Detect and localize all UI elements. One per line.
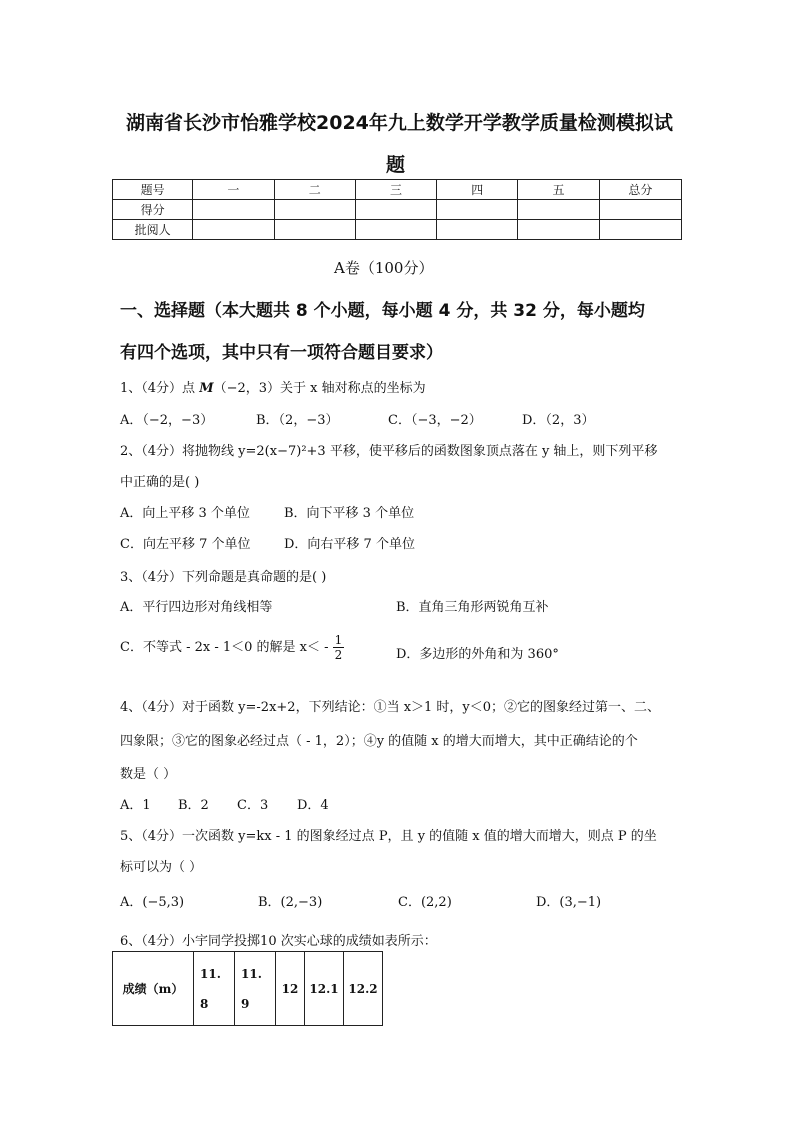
- results-table-cell: [194, 952, 235, 1026]
- results-table: [112, 951, 383, 1026]
- option-c-text: C．不等式 - 2x - 1＜0 的解是 x＜ -: [120, 640, 329, 655]
- volume-heading: A卷（100分）: [334, 259, 434, 277]
- score-cell[interactable]: [599, 200, 681, 220]
- option-b[interactable]: B．2: [178, 798, 209, 813]
- question-4-continued: 四象限；③它的图象必经过点（ - 1，2）；④y 的值随 x 的增大而增大，其中正确结论的个: [120, 734, 638, 749]
- option-a[interactable]: A．（−2，−3）: [120, 413, 214, 428]
- score-cell[interactable]: [274, 220, 355, 240]
- question-1-prefix: 1、（4分）点: [120, 381, 200, 396]
- option-d[interactable]: D．4: [297, 798, 329, 813]
- score-header-cell: 三: [355, 180, 436, 200]
- score-cell[interactable]: [518, 200, 599, 220]
- score-header-cell: 题号: [113, 180, 193, 200]
- results-table-cell: 12.2: [344, 952, 383, 1026]
- score-cell[interactable]: [355, 200, 436, 220]
- score-cell[interactable]: [355, 220, 436, 240]
- score-cell[interactable]: [599, 220, 681, 240]
- fraction: [333, 633, 345, 662]
- option-c[interactable]: C．3: [237, 798, 269, 813]
- question-1-body: （−2，3）关于 x 轴对称点的坐标为: [213, 381, 426, 396]
- question-4-continued: 数是（ ）: [120, 767, 177, 782]
- option-c[interactable]: C．（−3，−2）: [388, 413, 482, 428]
- results-table-cell: [235, 952, 276, 1026]
- results-table-label: 成绩（m）: [113, 952, 194, 1026]
- page-title-continued: 题: [386, 154, 406, 176]
- section-heading-continued: 有四个选项，其中只有一项符合题目要求）: [120, 343, 443, 363]
- question-4: 4、（4分）对于函数 y=-2x+2，下列结论：①当 x＞1 时，y＜0；②它的图象经过第一、二、: [120, 700, 661, 715]
- fraction-denominator: 2: [334, 648, 343, 662]
- results-table-cell: 12: [276, 952, 305, 1026]
- score-header-cell: 四: [437, 180, 518, 200]
- option-b[interactable]: B．向下平移 3 个单位: [284, 506, 415, 521]
- option-c[interactable]: C．(2,2): [398, 895, 452, 910]
- question-5-continued: 标可以为（ ）: [120, 860, 203, 875]
- option-b[interactable]: B．(2,−3): [258, 895, 323, 910]
- question-3: 3、（4分）下列命题是真命题的是( ): [120, 570, 327, 585]
- score-header-cell: 总分: [599, 180, 681, 200]
- score-cell[interactable]: [193, 200, 274, 220]
- results-value: 9: [241, 996, 250, 1011]
- option-d[interactable]: D．（2，3）: [522, 413, 595, 428]
- question-2: 2、（4分）将抛物线 y=2(x−7)²+3 平移，使平移后的函数图象顶点落在 y 轴上，则下列平移: [120, 444, 658, 459]
- question-1-var: M: [199, 381, 214, 396]
- score-row-label: 批阅人: [113, 220, 193, 240]
- score-cell[interactable]: [518, 220, 599, 240]
- question-5: 5、（4分）一次函数 y=kx - 1 的图象经过点 P，且 y 的值随 x 值的增大而增大，则点 P 的坐: [120, 829, 657, 844]
- results-value: 8: [200, 996, 209, 1011]
- option-a[interactable]: A．平行四边形对角线相等: [120, 600, 273, 615]
- option-a[interactable]: A．(−5,3): [120, 895, 185, 910]
- question-1: [120, 377, 426, 396]
- option-a[interactable]: A．向上平移 3 个单位: [120, 506, 250, 521]
- results-value: 11.: [200, 966, 221, 981]
- score-cell[interactable]: [193, 220, 274, 240]
- option-d[interactable]: D．(3,−1): [536, 895, 602, 910]
- option-c[interactable]: [120, 633, 344, 662]
- option-b[interactable]: B．（2，−3）: [256, 413, 339, 428]
- score-row-label: 得分: [113, 200, 193, 220]
- results-table-cell: 12.1: [305, 952, 344, 1026]
- score-cell[interactable]: [437, 220, 518, 240]
- score-table: [112, 179, 682, 240]
- option-d[interactable]: D．多边形的外角和为 360°: [396, 647, 559, 662]
- fraction-numerator: 1: [334, 633, 343, 647]
- question-6: 6、（4分）小宇同学投掷10 次实心球的成绩如表所示：: [120, 934, 437, 949]
- score-cell[interactable]: [274, 200, 355, 220]
- score-cell[interactable]: [437, 200, 518, 220]
- page-title: 湖南省长沙市怡雅学校2024年九上数学开学教学质量检测模拟试: [126, 112, 673, 134]
- question-2-continued: 中正确的是( ): [120, 475, 200, 490]
- score-header-cell: 五: [518, 180, 599, 200]
- score-header-cell: 一: [193, 180, 274, 200]
- results-value: 11.: [241, 966, 262, 981]
- option-c[interactable]: C．向左平移 7 个单位: [120, 537, 251, 552]
- option-d[interactable]: D．向右平移 7 个单位: [284, 537, 415, 552]
- section-heading: 一、选择题（本大题共 8 个小题，每小题 4 分，共 32 分，每小题均: [120, 301, 645, 321]
- option-b[interactable]: B．直角三角形两锐角互补: [396, 600, 549, 615]
- option-a[interactable]: A．1: [120, 798, 151, 813]
- score-header-cell: 二: [274, 180, 355, 200]
